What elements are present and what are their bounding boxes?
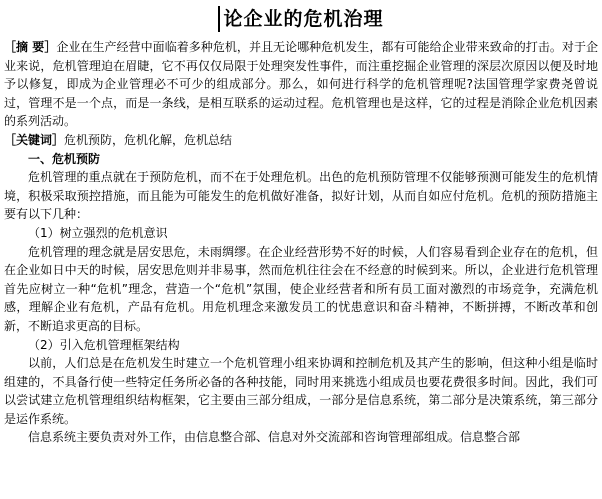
section-heading: 一、危机预防 (28, 151, 101, 166)
abstract-paragraph (4, 38, 598, 131)
title-area (0, 6, 602, 32)
page-title: 论企业的危机治理 (218, 6, 383, 32)
article-body (4, 38, 598, 447)
abstract-text: 企业在生产经营中面临着多种危机，并且无论哪种危机发生，都有可能给企业带来致命的打击。对于企业来说，危机管理迫在眉睫，它不再仅仅局限于处理突发性事件，而注重挖掘企业管理的深层次原因以便及时地予以修复，即成为企业管理必不可少的组成部分。那么，如何进行科学的危机管理呢?法国管理学家费尧曾说过，管理不是一个点，而是一条线，是相互联系的运动过程。危机管理也是这样，它的过程是消除企业危机因素的系列活动。 (4, 40, 598, 129)
keywords-paragraph (4, 131, 598, 150)
section-intro: 危机管理的重点就在于预防危机，而不在于处理危机。出色的危机预防管理不仅能够预测可能发生的危机情境，积极采取预控措施，而且能为可能发生的危机做好准备，拟好计划，从而自如应付危机。危机的预防措施主要有以下几种： (4, 170, 598, 222)
keywords-text: 危机预防，危机化解，危机总结 (64, 132, 233, 147)
subsection-title: （2）引入危机管理框架结构 (28, 337, 180, 352)
subsection-text: 以前，人们总是在危机发生时建立一个危机管理小组来协调和控制危机及其产生的影响，但这种小组是临时组建的，不具备行使一些特定任务所必备的各种技能，同时用来挑选小组成员也要花费很多时间。因此，我们可以尝试建立危机管理组织结构框架，它主要由三部分组成，一部分是信息系统，第二部分是决策系统，第三部分是运作系统。 (4, 356, 598, 426)
abstract-label: ［摘 要］ (4, 40, 57, 54)
keywords-label: ［关键词］ (4, 132, 65, 147)
subsection-title: （1）树立强烈的危机意识 (28, 225, 168, 240)
subsection-text-continued: 信息系统主要负责对外工作，由信息整合部、信息对外交流部和咨询管理部组成。信息整合部 (28, 430, 521, 445)
subsection-text: 危机管理的理念就是居安思危，未雨绸缪。在企业经营形势不好的时候，人们容易看到企业存在的危机，但在企业如日中天的时候，居安思危则并非易事，然而危机往往会在不经意的时候到来。所以，企业进行危机管理首先应树立一种“危机”理念，营造一个“危机”氛围，使企业经营者和所有员工面对激烈的市场竞争，充满危机感，理解企业有危机，产品有危机。用危机理念来激发员工的忧患意识和奋斗精神，不断拼搏，不断改革和创新，不断追求更高的目标。 (4, 244, 598, 333)
